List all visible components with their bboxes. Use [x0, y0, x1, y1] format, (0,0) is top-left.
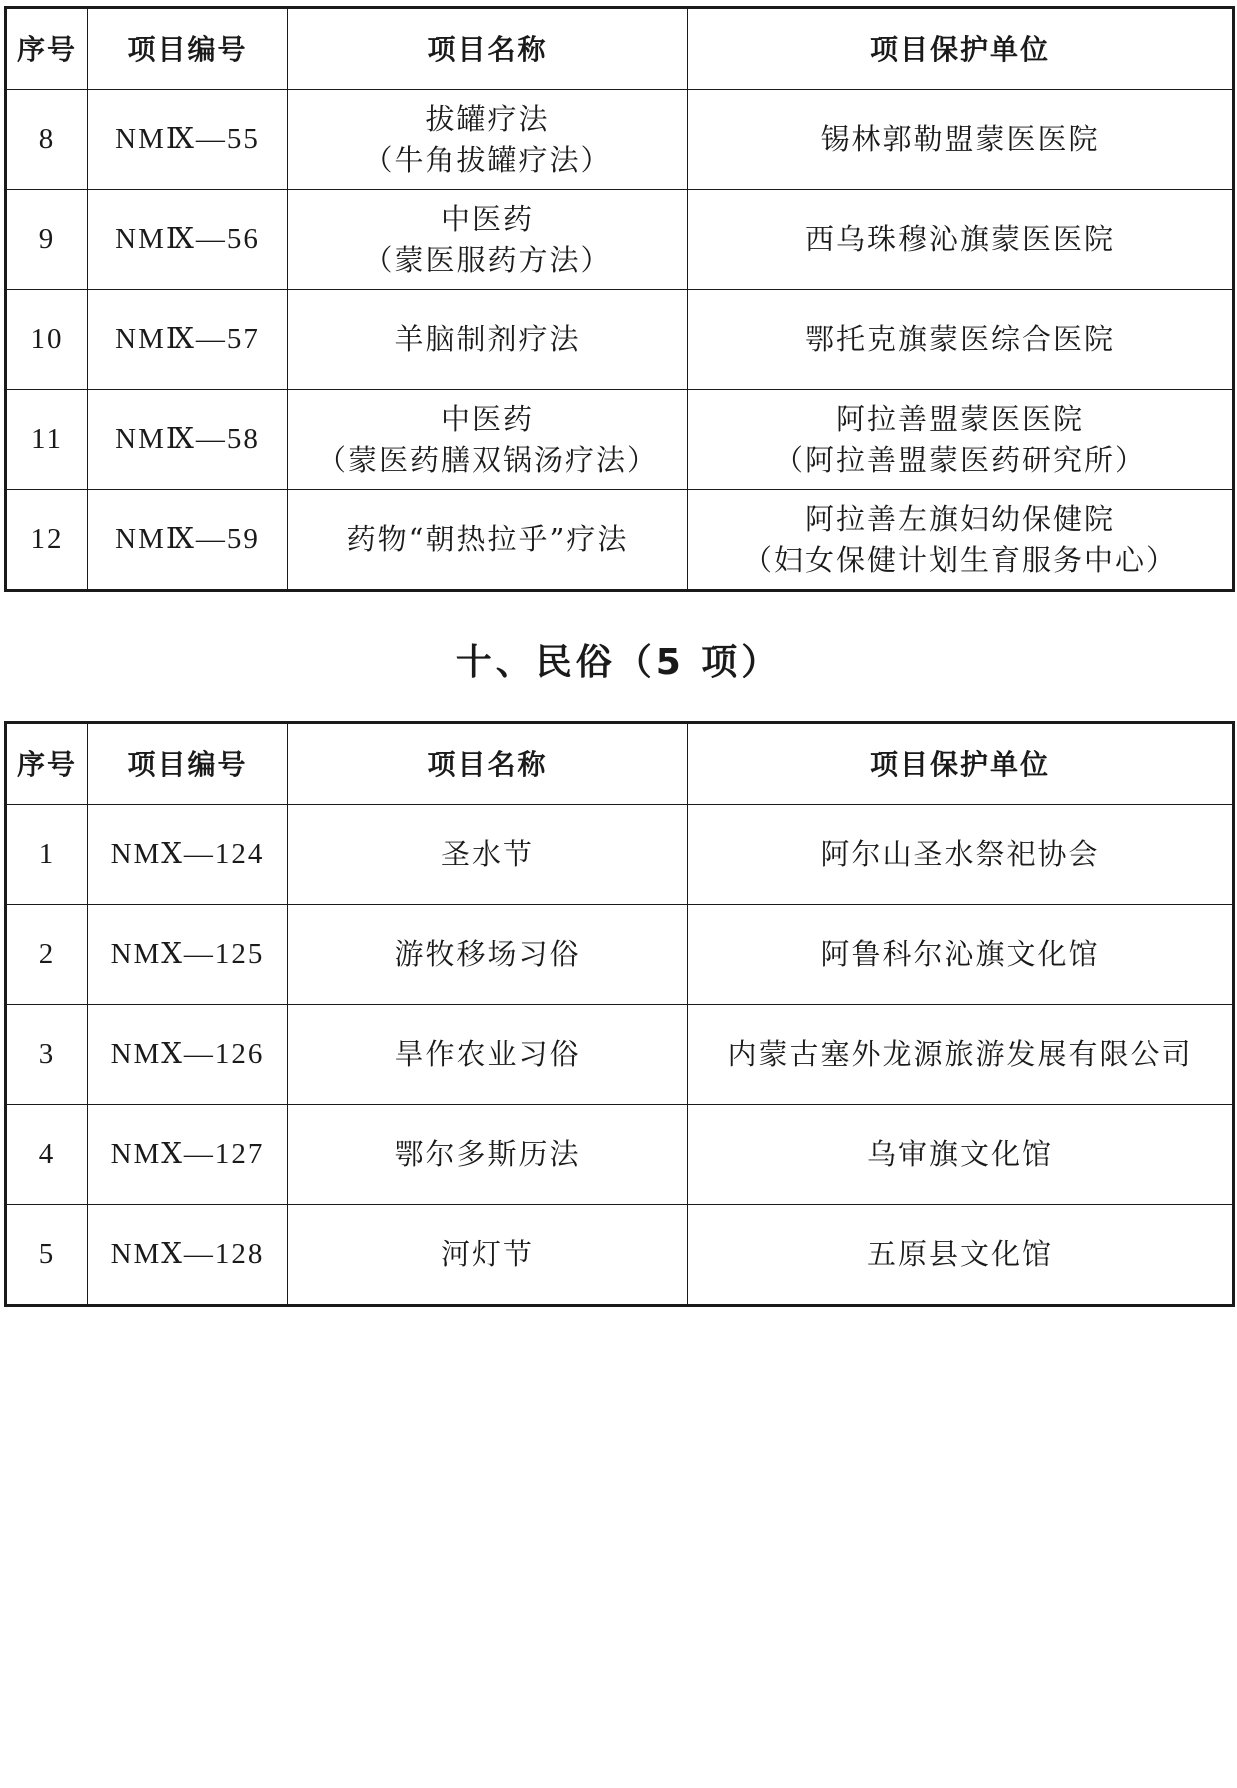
row-name: [288, 90, 688, 190]
folk-table-body: [6, 805, 1234, 1306]
table-row: [6, 1205, 1234, 1306]
row-seq: 3: [6, 1005, 88, 1105]
header-code: 项目编号: [88, 8, 288, 90]
table-row: [6, 905, 1234, 1005]
table-header-row: [6, 723, 1234, 805]
row-code: NMⅩ—127: [88, 1105, 288, 1205]
row-name-line: 旱作农业习俗: [394, 1037, 581, 1071]
row-unit-line: 鄂托克旗蒙医综合医院: [804, 322, 1115, 356]
row-name-line: 中医药: [440, 401, 534, 436]
row-unit: [688, 1005, 1234, 1105]
row-name-line: 圣水节: [440, 837, 534, 871]
row-unit: [688, 1105, 1234, 1205]
row-unit-line: 阿鲁科尔沁旗文化馆: [820, 937, 1100, 971]
table-header-row: [6, 8, 1234, 90]
row-unit-line: 乌审旗文化馆: [866, 1137, 1053, 1171]
row-unit-line: 五原县文化馆: [866, 1237, 1053, 1271]
row-unit-line: 阿拉善左旗妇幼保健院: [804, 501, 1115, 536]
row-seq: 5: [6, 1205, 88, 1306]
row-name-line: 河灯节: [440, 1237, 534, 1271]
row-code: NMⅨ—55: [88, 90, 288, 190]
row-name: [288, 1005, 688, 1105]
row-code: NMⅨ—57: [88, 290, 288, 390]
row-name-line: 鄂尔多斯历法: [394, 1137, 581, 1171]
header-seq: 序号: [6, 723, 88, 805]
row-unit: [688, 390, 1234, 490]
row-unit-line: 西乌珠穆沁旗蒙医医院: [804, 222, 1115, 256]
row-seq: 8: [6, 90, 88, 190]
row-unit-line: 阿拉善盟蒙医医院: [835, 401, 1084, 436]
row-name: [288, 805, 688, 905]
row-unit: [688, 905, 1234, 1005]
row-code: NMⅩ—125: [88, 905, 288, 1005]
header-unit: 项目保护单位: [688, 8, 1234, 90]
header-name: 项目名称: [288, 8, 688, 90]
row-seq: 12: [6, 490, 88, 591]
table-row: [6, 805, 1234, 905]
row-name: [288, 290, 688, 390]
row-name-line: 药物“朝热拉乎”疗法: [346, 522, 629, 556]
row-seq: 4: [6, 1105, 88, 1205]
table-row: [6, 90, 1234, 190]
header-code: 项目编号: [88, 723, 288, 805]
header-unit: 项目保护单位: [688, 723, 1234, 805]
row-seq: 9: [6, 190, 88, 290]
row-code: NMⅩ—128: [88, 1205, 288, 1306]
row-code: NMⅨ—56: [88, 190, 288, 290]
row-name-line: （蒙医服药方法）: [363, 242, 612, 277]
medicine-table-body: [6, 90, 1234, 591]
header-seq: 序号: [6, 8, 88, 90]
table-row: [6, 1005, 1234, 1105]
section-title-folk: 十、民俗（5 项）: [455, 642, 782, 683]
row-seq: 11: [6, 390, 88, 490]
row-unit-line: （阿拉善盟蒙医药研究所）: [773, 442, 1146, 477]
row-unit: [688, 490, 1234, 591]
row-code: NMⅨ—59: [88, 490, 288, 591]
table-row: [6, 490, 1234, 591]
table-row: [6, 390, 1234, 490]
row-unit: [688, 1205, 1234, 1306]
row-name-line: （牛角拔罐疗法）: [363, 142, 612, 177]
row-name-line: （蒙医药膳双锅汤疗法）: [316, 442, 658, 477]
table-row: [6, 1105, 1234, 1205]
row-unit-line: 阿尔山圣水祭祀协会: [820, 837, 1100, 871]
row-unit: [688, 190, 1234, 290]
folk-table: [4, 721, 1235, 1307]
header-name: 项目名称: [288, 723, 688, 805]
row-unit-line: （妇女保健计划生育服务中心）: [742, 542, 1177, 577]
row-unit: [688, 90, 1234, 190]
row-seq: 10: [6, 290, 88, 390]
row-name-line: 拔罐疗法: [425, 101, 550, 136]
row-seq: 1: [6, 805, 88, 905]
row-name: [288, 1105, 688, 1205]
row-code: NMⅨ—58: [88, 390, 288, 490]
row-code: NMⅩ—124: [88, 805, 288, 905]
row-seq: 2: [6, 905, 88, 1005]
row-name-line: 游牧移场习俗: [394, 937, 581, 971]
row-name: [288, 1205, 688, 1306]
medicine-table: [4, 6, 1235, 592]
row-name-line: 中医药: [440, 201, 534, 236]
row-name: [288, 190, 688, 290]
row-name-line: 羊脑制剂疗法: [394, 322, 581, 356]
row-name: [288, 905, 688, 1005]
row-code: NMⅩ—126: [88, 1005, 288, 1105]
row-unit-line: 内蒙古塞外龙源旅游发展有限公司: [727, 1037, 1193, 1071]
row-name: [288, 390, 688, 490]
row-unit: [688, 805, 1234, 905]
row-name: [288, 490, 688, 591]
row-unit: [688, 290, 1234, 390]
row-unit-line: 锡林郭勒盟蒙医医院: [820, 122, 1100, 156]
table-row: [6, 290, 1234, 390]
table-row: [6, 190, 1234, 290]
